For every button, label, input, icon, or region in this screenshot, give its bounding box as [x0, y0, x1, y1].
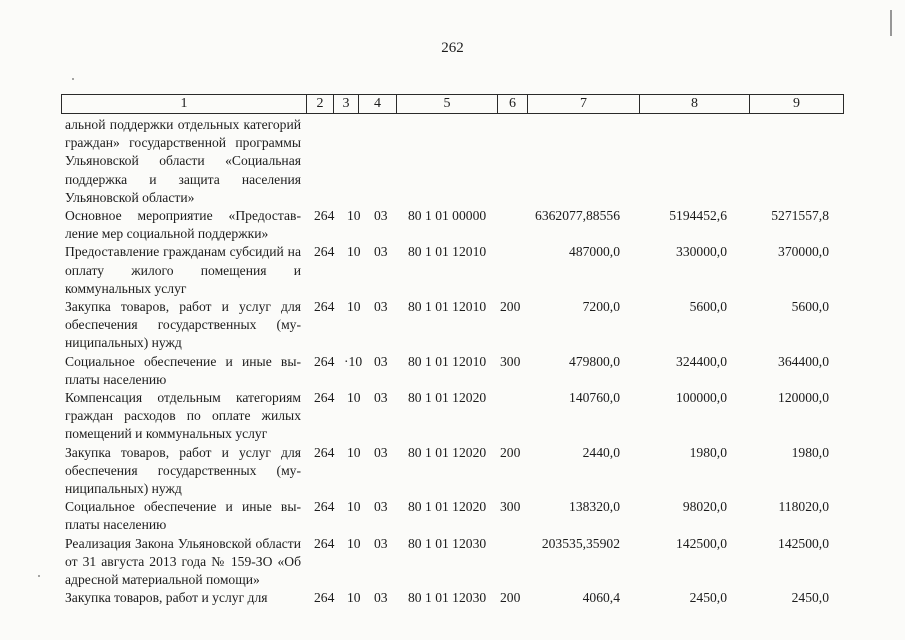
- row-name: Компенсация отдельным категориям граждан расходов по оплате жилых помещений и коммунальных услуг: [65, 390, 301, 442]
- row-name: Предоставление гражданам субсидий на оплату жилого помещения и коммунальных услуг: [65, 244, 301, 296]
- row-code-4: 03: [374, 590, 388, 606]
- scan-artifact: [72, 78, 74, 80]
- row-code-3: 10: [347, 535, 361, 551]
- column-header-7: 7: [528, 95, 640, 113]
- row-value-7: 203535,35902: [541, 535, 620, 551]
- row-name: Закупка товаров, работ и услуг для обеспечения государственных (муниципальных) нужд: [65, 444, 301, 497]
- table-row: [0, 116, 905, 207]
- row-code-2: 264: [314, 299, 335, 315]
- column-header-6: 6: [498, 95, 528, 113]
- row-code-5: 80 1 01 12010: [408, 299, 487, 315]
- row-code-3: 10: [347, 299, 361, 315]
- column-header-1: 1: [62, 95, 307, 113]
- column-header-8: 8: [640, 95, 750, 113]
- row-code-4: 03: [374, 499, 388, 515]
- row-value-8: 100000,0: [676, 390, 727, 406]
- row-code-4: 03: [374, 244, 388, 260]
- row-code-6: 300: [500, 499, 521, 515]
- row-value-9: 5271557,8: [771, 208, 829, 224]
- row-code-5: 80 1 01 12010: [408, 244, 487, 260]
- column-header-4: 4: [359, 95, 397, 113]
- row-value-8: 5600,0: [689, 299, 727, 315]
- row-code-2: 264: [314, 390, 335, 406]
- row-name: Закупка товаров, работ и услуг для обеспечения государственных (муниципальных) нужд: [65, 299, 301, 351]
- row-name: Закупка товаров, работ и услуг для: [65, 590, 268, 606]
- row-code-6: 200: [500, 444, 521, 460]
- row-value-8: 5194452,6: [669, 208, 727, 224]
- row-code-2: 264: [314, 244, 335, 260]
- row-value-9: 5600,0: [791, 299, 829, 315]
- page-number: 262: [441, 40, 464, 56]
- row-code-5: 80 1 01 12030: [408, 590, 487, 606]
- row-code-4: 03: [374, 444, 388, 460]
- table-row: [0, 589, 905, 607]
- row-code-5: 80 1 01 00000: [408, 208, 487, 224]
- column-header-2: 2: [307, 95, 334, 113]
- row-code-3: 10: [347, 208, 361, 224]
- row-value-7: 7200,0: [582, 299, 620, 315]
- row-name: Основное мероприятие «Предоставление мер социальной поддержки»: [65, 208, 301, 242]
- row-value-7: 487000,0: [569, 244, 620, 260]
- row-value-9: 120000,0: [778, 390, 829, 406]
- row-value-7: 138320,0: [569, 499, 620, 515]
- row-name: Социальное обеспечение и иные выплаты населению: [65, 353, 301, 387]
- row-code-4: 03: [374, 535, 388, 551]
- row-value-9: 118020,0: [778, 499, 829, 515]
- row-value-8: 330000,0: [676, 244, 727, 260]
- row-value-9: 364400,0: [778, 353, 829, 369]
- column-header-3: 3: [334, 95, 359, 113]
- row-code-3: 10: [347, 244, 361, 260]
- table-body: [0, 116, 905, 607]
- row-value-9: 370000,0: [778, 244, 829, 260]
- row-code-4: 03: [374, 390, 388, 406]
- column-header-5: 5: [397, 95, 498, 113]
- row-value-7: 479800,0: [569, 353, 620, 369]
- table-header: [61, 94, 844, 114]
- row-code-3: 10: [347, 499, 361, 515]
- row-value-8: 2450,0: [689, 590, 727, 606]
- column-header-9: 9: [793, 96, 800, 111]
- row-name: альной поддержки отдельных категорий граждан» государственной программы Ульяновской области «Социальная поддержка и защита населения Ульяновской области»: [65, 117, 301, 205]
- row-code-2: 264: [314, 499, 335, 515]
- row-value-7: 140760,0: [569, 390, 620, 406]
- row-code-3: 10: [347, 590, 361, 606]
- table-row: [0, 207, 905, 243]
- row-value-8: 324400,0: [676, 353, 727, 369]
- row-value-7: 2440,0: [582, 444, 620, 460]
- table-row: [0, 535, 905, 590]
- table-row: [0, 353, 905, 389]
- row-code-2: 264: [314, 444, 335, 460]
- row-code-6: 200: [500, 299, 521, 315]
- row-value-9: 1980,0: [791, 444, 829, 460]
- row-value-7: 4060,4: [582, 590, 620, 606]
- table-row: [0, 298, 905, 353]
- row-code-2: 264: [314, 590, 335, 606]
- row-code-4: 03: [374, 208, 388, 224]
- row-code-5: 80 1 01 12020: [408, 499, 487, 515]
- scan-artifact: [890, 10, 892, 36]
- row-name: Реализация Закона Ульяновской области от 31 августа 2013 года № 159-ЗО «Об адресной материальной помощи»: [65, 535, 301, 588]
- row-code-5: 80 1 01 12030: [408, 535, 487, 551]
- row-code-5: 80 1 01 12020: [408, 390, 487, 406]
- table-row: [0, 444, 905, 499]
- row-value-8: 142500,0: [676, 535, 727, 551]
- row-value-8: 1980,0: [689, 444, 727, 460]
- row-name: Социальное обеспечение и иные выплаты населению: [65, 499, 301, 533]
- row-code-4: 03: [374, 299, 388, 315]
- row-code-2: 264: [314, 353, 335, 369]
- row-code-3: 10: [347, 444, 361, 460]
- row-code-3: ·10: [344, 353, 363, 369]
- table-row: [0, 243, 905, 298]
- row-value-8: 98020,0: [682, 499, 727, 515]
- row-code-6: 200: [500, 590, 521, 606]
- table-row: [0, 498, 905, 534]
- row-code-5: 80 1 01 12020: [408, 444, 487, 460]
- row-value-9: 142500,0: [778, 535, 829, 551]
- row-code-2: 264: [314, 535, 335, 551]
- table-row: [0, 389, 905, 444]
- row-value-9: 2450,0: [791, 590, 829, 606]
- row-code-5: 80 1 01 12010: [408, 353, 487, 369]
- row-code-2: 264: [314, 208, 335, 224]
- row-code-6: 300: [500, 353, 521, 369]
- row-code-3: 10: [347, 390, 361, 406]
- row-code-4: 03: [374, 353, 388, 369]
- row-value-7: 6362077,88556: [535, 208, 620, 224]
